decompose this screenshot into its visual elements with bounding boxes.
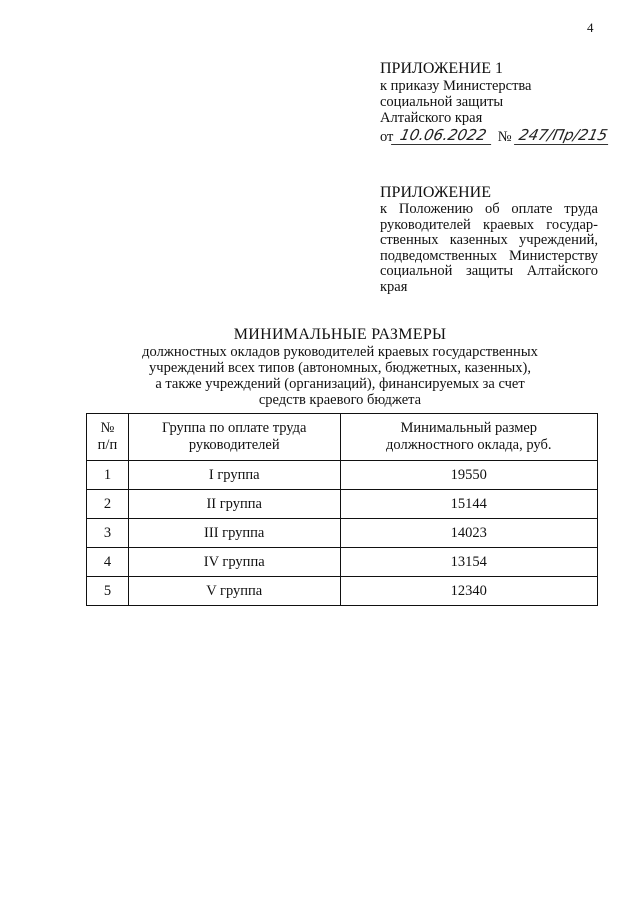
row-number: 1 [87,461,129,490]
table-row [87,490,598,519]
row-group: III группа [128,519,340,548]
row-salary: 14023 [340,519,597,548]
document-subtitle-line: должностных окладов руководителей краевых государственных [142,344,538,360]
number-label: № [497,129,512,145]
document-title: МИНИМАЛЬНЫЕ РАЗМЕРЫ [233,326,447,343]
appendix-1-block [380,60,610,145]
table-row [87,461,598,490]
header-salary [340,414,597,461]
table-row [87,577,598,606]
row-group: I группа [128,461,340,490]
handwritten-order-number: 247/Пр/215 [514,126,612,145]
handwritten-date: 10.06.2022 [391,126,495,145]
from-label: от [380,129,394,145]
appendix-1-line: Алтайского края [380,110,483,126]
table-row [87,519,598,548]
header-group [128,414,340,461]
document-heading [90,326,590,408]
row-salary: 15144 [340,490,597,519]
appendix-2-description: к Положению об оплате труда руководителей краевых государственных казенных учреждений, подведомственных Министерству социальной защиты Алтайского края [380,201,598,295]
row-number: 3 [87,519,129,548]
header-text: № [100,420,115,436]
row-salary: 12340 [340,577,597,606]
table-header-row [87,414,598,461]
header-text: п/п [97,437,118,453]
appendix-1-title: ПРИЛОЖЕНИЕ 1 [380,60,504,77]
header-text: должностного оклада, руб. [386,437,552,453]
row-salary: 13154 [340,548,597,577]
row-group: II группа [128,490,340,519]
order-date-number-line [380,126,610,145]
document-subtitle-line: а также учреждений (организаций), финансируемых за счет [155,376,525,392]
appendix-2-title: ПРИЛОЖЕНИЕ [380,184,492,201]
appendix-1-line: социальной защиты [380,94,504,110]
table-row [87,548,598,577]
row-number: 4 [87,548,129,577]
row-number: 2 [87,490,129,519]
row-number: 5 [87,577,129,606]
header-number [87,414,129,461]
document-subtitle-line: учреждений всех типов (автономных, бюджетных, казенных), [149,360,531,376]
header-text: Минимальный размер [400,420,538,436]
row-salary: 19550 [340,461,597,490]
header-text: руководителей [188,437,280,453]
appendix-1-line: к приказу Министерства [380,78,532,94]
row-group: V группа [128,577,340,606]
salary-table [86,413,598,606]
header-text: Группа по оплате труда [162,420,307,436]
appendix-2-block [380,184,598,295]
document-subtitle-line: средств краевого бюджета [258,392,422,408]
row-group: IV группа [128,548,340,577]
page-number: 4 [587,20,594,35]
